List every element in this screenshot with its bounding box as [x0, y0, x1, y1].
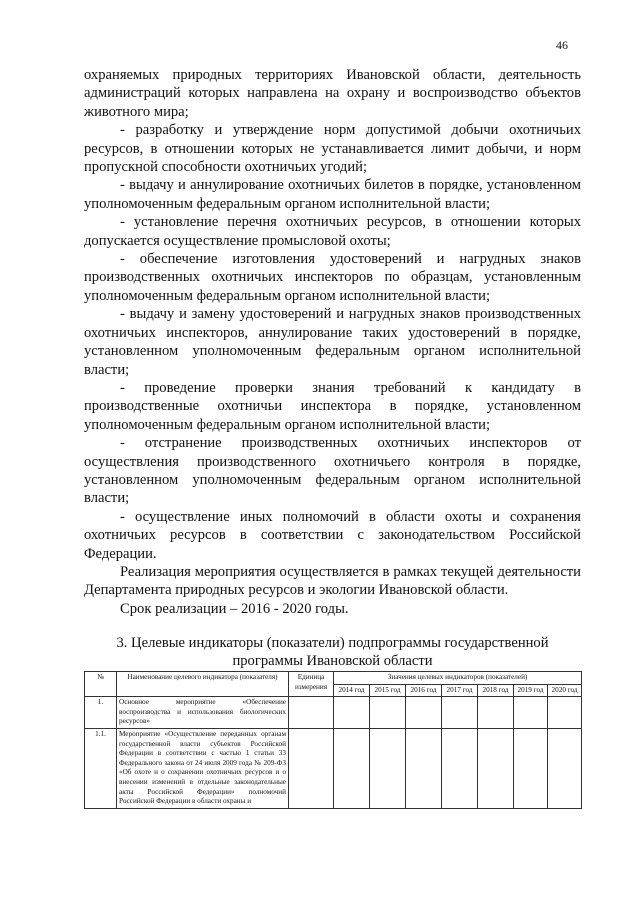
- row-value: [548, 697, 582, 729]
- header-year: 2015 год: [370, 684, 406, 697]
- paragraph: - установление перечня охотничьих ресурсов, в отношении которых допускается осуществление промысловой охоты;: [84, 214, 581, 249]
- indicators-table: [84, 671, 582, 809]
- table-row: [85, 697, 582, 729]
- header-values-group: Значения целевых индикаторов (показателей): [334, 672, 582, 685]
- paragraph: - отстранение производственных охотничьих инспекторов от осуществления производственного охотничьего контроля в порядке, установленном уполномоченным федеральным органом исполнительной власти;: [84, 435, 581, 507]
- row-unit: [289, 728, 334, 808]
- row-num: 1.1.: [85, 728, 117, 808]
- paragraph: - проведение проверки знания требований к кандидату в производственные охотничьи инспектора в порядке, установленном уполномоченным федеральным органом исполнительной власти;: [84, 379, 581, 433]
- row-value: [514, 728, 548, 808]
- row-value: [370, 697, 406, 729]
- row-name: Основное мероприятие «Обеспечение воспроизводства и использования биологических ресурсов»: [117, 697, 289, 729]
- row-name: Мероприятие «Осуществление переданных органам государственной власти субъектов Российской Федерации в соответствии с частью 1 статьи 33 Федерального закона от 24 июля 2009 года № 209-ФЗ «Об охоте и о сохранении охотничьих ресурсов и о внесении изменений в отдельные законодательные акты Российской Федерации» полномочий Российской Федерации в области охраны и: [117, 728, 289, 808]
- header-year: 2019 год: [514, 684, 548, 697]
- section-heading: 3. Целевые индикаторы (показатели) подпрограммы государственной программы Ивановской области: [116, 635, 549, 669]
- page-number: 46: [556, 38, 568, 52]
- paragraph: охраняемых природных территориях Ивановской области, деятельность администраций которых направлена на охрану и воспроизводство объектов животного мира;: [84, 67, 581, 120]
- table-row: [85, 728, 582, 808]
- body-text: [84, 66, 581, 618]
- row-num: 1.: [85, 697, 117, 729]
- header-year: 2017 год: [442, 684, 478, 697]
- row-value: [370, 728, 406, 808]
- header-unit: Единица измерения: [289, 672, 334, 697]
- header-num: №: [85, 672, 117, 697]
- row-value: [514, 697, 548, 729]
- row-value: [406, 728, 442, 808]
- header-name: Наименование целевого индикатора (показателя): [117, 672, 289, 697]
- paragraph: - выдачу и замену удостоверений и нагрудных знаков производственных охотничьих инспекторов, аннулирование таких удостоверений в порядке, установленном уполномоченным федеральным органом исполнительной власти;: [84, 306, 581, 378]
- row-value: [442, 697, 478, 729]
- row-unit: [289, 697, 334, 729]
- row-value: [334, 697, 370, 729]
- row-value: [442, 728, 478, 808]
- row-value: [548, 728, 582, 808]
- paragraph: Срок реализации – 2016 - 2020 годы.: [120, 600, 349, 617]
- header-year: 2014 год: [334, 684, 370, 697]
- paragraph: Реализация мероприятия осуществляется в рамках текущей деятельности Департамента природных ресурсов и экологии Ивановской области.: [84, 563, 581, 599]
- row-value: [478, 697, 514, 729]
- table-header-row: [85, 672, 582, 685]
- header-year: 2016 год: [406, 684, 442, 697]
- paragraph: - осуществление иных полномочий в области охоты и сохранения охотничьих ресурсов в соответствии с законодательством Российской Федерации.: [84, 508, 581, 562]
- paragraph: - разработку и утверждение норм допустимой добычи охотничьих ресурсов, в отношении которых не устанавливается лимит добычи, и норм пропускной способности охотничьих угодий;: [84, 122, 581, 176]
- paragraph: - выдачу и аннулирование охотничьих билетов в порядке, установленном уполномоченным федеральным органом исполнительной власти;: [84, 177, 581, 212]
- row-value: [334, 728, 370, 808]
- row-value: [406, 697, 442, 729]
- header-year: 2018 год: [478, 684, 514, 697]
- header-year: 2020 год: [548, 684, 582, 697]
- row-value: [478, 728, 514, 808]
- paragraph: - обеспечение изготовления удостоверений и нагрудных знаков производственных охотничьих инспекторов по образцам, установленным уполномоченным федеральным органом исполнительной власти;: [84, 251, 581, 304]
